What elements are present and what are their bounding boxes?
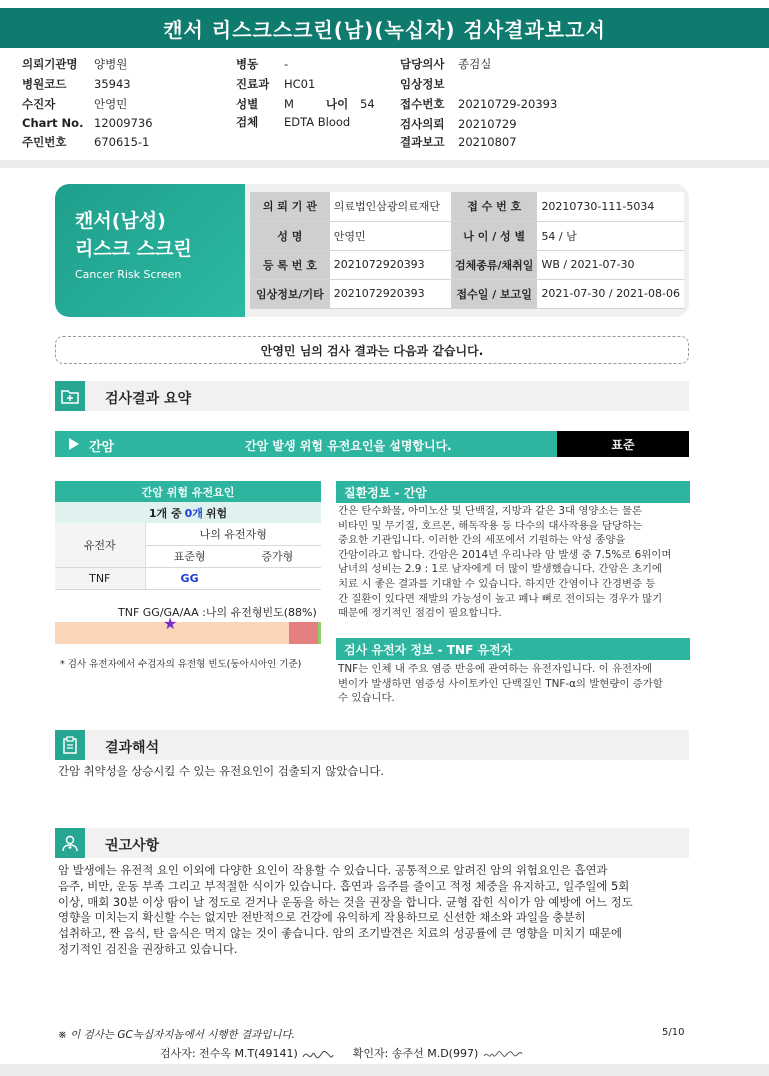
cancer-name: 간암	[89, 440, 115, 455]
banner-value: 의료법인삼광의료재단	[330, 192, 451, 221]
banner-subtitle: Cancer Risk Screen	[75, 268, 182, 281]
text-line: 중요한 기관입니다. 이러한 간의 세포에서 기원하는 악성 종양을	[338, 534, 626, 547]
header-clinical-info: 임상정보	[400, 77, 445, 91]
header-hospital-code: 병원코드 35943	[22, 77, 131, 91]
standard-header: 표준형	[145, 545, 234, 567]
footer-note: ※ 이 검사는 GC녹십자지놈에서 시행한 결과입니다.	[58, 1029, 296, 1041]
banner-value: 2021072920393	[330, 279, 451, 308]
risk-count-prefix: 1개 중	[148, 506, 182, 520]
table-row	[250, 192, 684, 221]
cancer-result-header	[55, 431, 557, 457]
footer-signatures	[160, 1045, 526, 1063]
disease-info-text	[338, 504, 688, 621]
table-row	[55, 567, 321, 589]
text-line: 암 발생에는 유전적 요인 이외에 다양한 요인이 작용할 수 있습니다. 공통적으로 알려진 암의 위험요인은 흡연과	[58, 863, 608, 877]
banner-key: 임상정보/기타	[250, 279, 330, 308]
text-line: 영향을 미치는지 확신할 수는 없지만 전반적으로 건강에 유익하게 작용하므로 신선한 채소와 과일을 충분히	[58, 910, 586, 925]
banner-value: WB / 2021-07-30	[537, 250, 684, 279]
text-line: 때문에 정기적인 점검이 필요합니다.	[338, 607, 502, 620]
gene-name: TNF	[55, 567, 145, 589]
examiner: 검사자: 전수옥 M.T(49141)	[160, 1047, 298, 1060]
text-line: 변이가 발생하면 염증성 사이토카인 단백질인 TNF-α의 발현량이 증가할	[338, 677, 663, 690]
header-doctor: 담당의사 종검실	[400, 57, 492, 71]
banner-key: 접수일 / 보고일	[451, 279, 537, 308]
text-line: 음주, 비만, 운동 부족 그리고 부적절한 식이가 있습니다. 흡연과 음주를 줄이고 적정 체중을 유지하고, 일주일에 5회	[58, 878, 630, 893]
banner-title-block	[55, 184, 245, 317]
header-patient: 수진자 안영민	[22, 97, 128, 111]
text-line: 간 질환이 있다면 재발의 가능성이 높고 폐나 뼈로 전이되는 경우가 많기	[338, 592, 663, 605]
confirmer: 확인자: 송주선 M.D(997)	[352, 1047, 479, 1060]
banner-key: 접 수 번 호	[451, 192, 537, 221]
risk-count	[55, 502, 321, 523]
header-ward: 병동 -	[236, 57, 289, 71]
text-line: 이상, 매회 30분 이상 땀이 날 정도로 걷거나 운동을 하는 것을 권장을 합니다. 균형 잡힌 식이가 암 예방에 어느 정도	[58, 894, 633, 909]
risk-box-header: 간암 위험 유전요인	[55, 481, 321, 502]
banner-key: 의 뢰 기 관	[250, 192, 330, 221]
frequency-label: TNF GG/GA/AA :나의 유전형빈도(88%)	[118, 606, 317, 619]
header-hospital: 의뢰기관명 양병원	[22, 57, 128, 71]
banner-value: 20210730-111-5034	[537, 192, 684, 221]
genotype-value: GG	[145, 567, 234, 589]
banner-key: 나 이 / 성 별	[451, 221, 537, 250]
frequency-bar-tip	[318, 622, 321, 644]
doctor-icon	[55, 828, 85, 858]
risk-factor-box	[55, 481, 321, 593]
genotype-table	[55, 523, 321, 590]
my-genotype-header: 나의 유전자형	[145, 523, 321, 545]
table-row	[250, 279, 684, 308]
text-line: TNF는 인체 내 주요 염증 반응에 관여하는 유전자입니다. 이 유전자에	[338, 663, 653, 675]
recommendation-text	[58, 863, 633, 958]
gene-info-header: 검사 유전자 정보 - TNF 유전자	[336, 638, 690, 660]
result-notice: 안영민 님의 검사 결과는 다음과 같습니다.	[55, 336, 689, 364]
section-title: 결과해석	[105, 740, 160, 756]
table-row	[250, 221, 684, 250]
star-icon: ★	[163, 614, 178, 633]
header-request-date: 검사의뢰 20210729	[400, 117, 517, 131]
text-line: 남녀의 성비는 2.9 : 1로 남자에게 더 많이 발생했습니다. 간암은 초기에	[338, 563, 662, 576]
frequency-bar-segment	[289, 622, 321, 644]
header-resident-no: 주민번호 670615-1	[22, 135, 150, 149]
divider-band	[0, 160, 769, 168]
header-specimen: 검체 EDTA Blood	[236, 115, 351, 129]
interpretation-text: 간암 취약성을 상승시킬 수 있는 유전요인이 검출되지 않았습니다.	[58, 764, 385, 778]
banner-value: 54 / 남	[537, 221, 684, 250]
page-number: 5/10	[662, 1027, 685, 1038]
header-department: 진료과 HC01	[236, 77, 316, 91]
text-line: 치료 시 좋은 결과를 기대할 수 있습니다. 하지만 간염이나 간경변증 등	[338, 577, 656, 590]
table-row	[250, 250, 684, 279]
banner-title-line2: 리스크 스크린	[75, 238, 192, 260]
banner-key: 성 명	[250, 221, 330, 250]
cancer-description: 간암 발생 위험 유전요인을 설명합니다.	[245, 439, 452, 453]
section-summary	[55, 381, 689, 411]
header-report-date: 결과보고 20210807	[400, 135, 517, 149]
folder-add-icon	[55, 381, 85, 411]
text-line: 정기적인 검진을 권장하고 있습니다.	[58, 941, 238, 956]
header-receipt-no: 접수번호 20210729-20393	[400, 97, 558, 111]
table-row	[55, 523, 321, 545]
disease-info-header: 질환정보 - 간암	[336, 481, 690, 503]
examiner-signature-icon	[301, 1045, 335, 1063]
text-line: 간은 탄수화물, 아미노산 및 단백질, 지방과 같은 3대 영양소는 물론	[338, 505, 642, 517]
status-badge: 표준	[557, 431, 689, 457]
gene-column-header: 유전자	[55, 523, 145, 567]
header-age: 나이 54	[326, 97, 375, 111]
header-chart-no: Chart No. 12009736	[22, 116, 153, 130]
report-banner	[55, 184, 689, 317]
banner-value: 2021072920393	[330, 250, 451, 279]
report-title: 캔서 리스크스크린(남)(녹십자) 검사결과보고서	[0, 8, 769, 48]
risk-count-suffix: 위험	[205, 506, 228, 520]
banner-title-line1: 캔서(남성)	[75, 210, 166, 232]
risk-count-value: 0개	[184, 506, 203, 520]
banner-value: 2021-07-30 / 2021-08-06	[537, 279, 684, 308]
text-line: 비타민 및 무기질, 호르몬, 해독작용 등 다수의 대사작용을 담당하는	[338, 519, 643, 532]
increased-header: 증가형	[234, 545, 321, 567]
cancer-result-bar	[55, 431, 689, 457]
frequency-bar	[55, 614, 321, 644]
section-title: 권고사항	[105, 838, 160, 854]
section-title: 검사결과 요약	[105, 391, 192, 407]
clipboard-icon	[55, 730, 85, 760]
banner-key: 검체종류/채취일	[451, 250, 537, 279]
frequency-note: * 검사 유전자에서 수검자의 유전형 빈도(동아시아인 기준)	[60, 659, 302, 670]
bottom-band	[0, 1064, 769, 1076]
banner-info-table	[250, 192, 684, 309]
text-line: 섭취하고, 짠 음식, 탄 음식은 먹지 않는 것이 좋습니다. 암의 조기발견은 치료의 성공률에 큰 영향을 미치기 때문에	[58, 926, 622, 941]
text-line: 간암이라고 합니다. 간암은 2014년 우리나라 암 발생 중 7.5%로 6위이며	[338, 548, 672, 561]
confirmer-signature-icon	[482, 1047, 526, 1061]
header-sex: 성별 M	[236, 97, 294, 111]
banner-value: 안영민	[330, 221, 451, 250]
play-icon	[69, 438, 79, 450]
section-recommendation	[55, 828, 689, 858]
increased-value	[234, 567, 321, 589]
banner-key: 등 록 번 호	[250, 250, 330, 279]
patient-header	[22, 56, 752, 156]
text-line: 수 있습니다.	[338, 692, 395, 705]
gene-info-text	[338, 662, 688, 706]
section-interpretation	[55, 730, 689, 760]
